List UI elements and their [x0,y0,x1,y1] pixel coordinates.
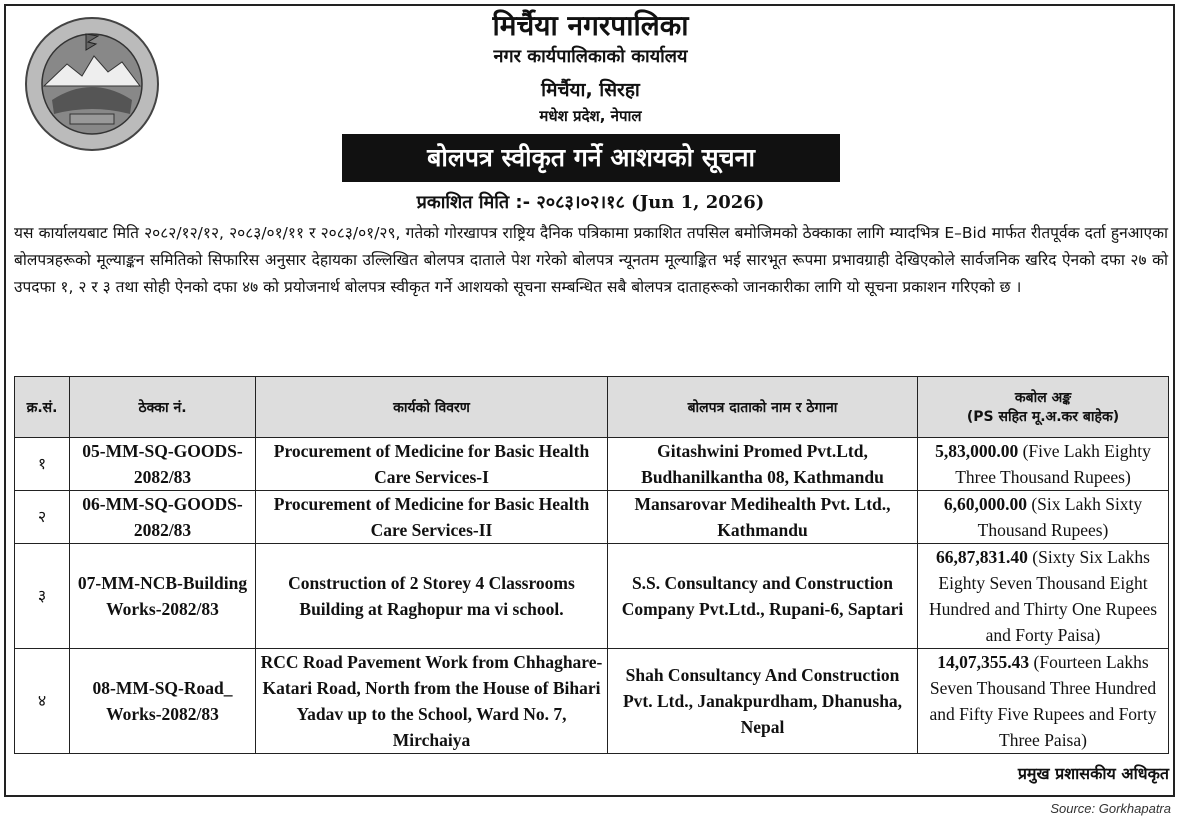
row-bidder: Shah Consultancy And Construction Pvt. Ltd., Janakpurdham, Dhanusha, Nepal [608,649,918,754]
notice-body: यस कार्यालयबाट मिति २०८२/१२/१२, २०८३/०१/११ र २०८३/०१/२९, गतेको गोरखापत्र राष्ट्रिय दैनिक पत्रिकामा प्रकाशित तपसिल बमोजिमको ठेक्काका लागि म्यादभित्र E–Bid मार्फत रीतपूर्वक दर्ता हुनआएका बोलपत्रहरूको मूल्याङ्कन समितिको सिफारिस अनुसार देहायका उल्लिखित बोलपत्र दाताले पेश गरेको बोलपत्र न्यूनतम मूल्याङ्कित भई सारभूत रूपमा प्रभावग्राही देखिएकोले सार्वजनिक खरिद ऐनको दफा २७ को उपदफा १, २ र ३ तथा सोही ऐनको दफा ४७ को प्रयोजनार्थ बोलपत्र स्वीकृत गर्ने आशयको सूचना सम्बन्धित सबै बोलपत्र दाताहरूको जानकारीका लागि यो सूचना प्रकाशन गरिएको छ । [14,224,1168,296]
row-amount-words: (Sixty Six Lakhs Eighty Seven Thousand Eight Hundred and Thirty One Rupees and Forty Paisa) [928,547,1158,645]
published-date [0,190,1181,214]
row-amount-words: (Fourteen Lakhs Seven Thousand Three Hundred and Fifty Five Rupees and Forty Three Paisa) [929,652,1157,750]
table-header-row [15,377,1169,438]
office-location: मिर्चैया, सिरहा [541,79,640,101]
table-row [15,649,1169,754]
office-name: नगर कार्यपालिकाको कार्यालय [493,46,688,67]
row-amount-figure: 6,60,000.00 [943,494,1027,514]
row-amount-words: (Five Lakh Eighty Three Thousand Rupees) [955,441,1151,487]
municipality-name: मिर्चैया नगरपालिका [492,9,689,42]
source-credit: Source: Gorkhapatra [1050,801,1171,816]
row-sn: ३ [15,544,70,649]
published-date-nepali: प्रकाशित मिति :- २०८३।०२।१८ [416,192,625,213]
header-bidder: बोलपत्र दाताको नाम र ठेगाना [608,377,918,438]
row-amount-figure: 5,83,000.00 [935,441,1019,461]
row-amount-figure: 14,07,355.43 [937,652,1030,672]
row-amount [918,649,1169,754]
row-bidder: Mansarovar Medihealth Pvt. Ltd., Kathmandu [608,491,918,544]
row-description: Procurement of Medicine for Basic Health Care Services-II [256,491,608,544]
row-amount [918,491,1169,544]
notice-title: बोलपत्र स्वीकृत गर्ने आशयको सूचना [342,134,840,182]
row-amount-words: (Six Lakh Sixty Thousand Rupees) [977,494,1143,540]
row-sn: ४ [15,649,70,754]
award-table [14,376,1169,754]
header-description: कार्यको विवरण [256,377,608,438]
header-sn: क्र.सं. [15,377,70,438]
row-bidder: S.S. Consultancy and Construction Company Pvt.Ltd., Rupani-6, Saptari [608,544,918,649]
row-amount-figure: 66,87,831.40 [936,547,1028,567]
published-date-english: (Jun 1, 2026) [631,192,765,213]
table-row [15,491,1169,544]
header-amount-line2: (PS सहित मू.अ.कर बाहेक) [966,409,1120,425]
row-amount [918,438,1169,491]
table-row [15,544,1169,649]
row-bidder: Gitashwini Promed Pvt.Ltd, Budhanilkantha 08, Kathmandu [608,438,918,491]
row-description: RCC Road Pavement Work from Chhaghare-Katari Road, North from the House of Bihari Yadav up to the School, Ward No. 7, Mirchaiya [256,649,608,754]
province-name: मधेश प्रदेश, नेपाल [539,107,642,125]
header-amount [918,377,1169,438]
row-contract-no: 05-MM-SQ-GOODS-2082/83 [70,438,256,491]
row-description: Construction of 2 Storey 4 Classrooms Building at Raghopur ma vi school. [256,544,608,649]
row-sn: १ [15,438,70,491]
row-contract-no: 08-MM-SQ-Road_ Works-2082/83 [70,649,256,754]
signature-title: प्रमुख प्रशासकीय अधिकृत [1017,764,1169,783]
row-sn: २ [15,491,70,544]
table-row [15,438,1169,491]
header-contract-no: ठेक्का नं. [70,377,256,438]
header-amount-line1: कबोल अङ्क [1014,390,1072,406]
row-amount [918,544,1169,649]
row-contract-no: 07-MM-NCB-Building Works-2082/83 [70,544,256,649]
row-description: Procurement of Medicine for Basic Health Care Services-I [256,438,608,491]
row-contract-no: 06-MM-SQ-GOODS-2082/83 [70,491,256,544]
